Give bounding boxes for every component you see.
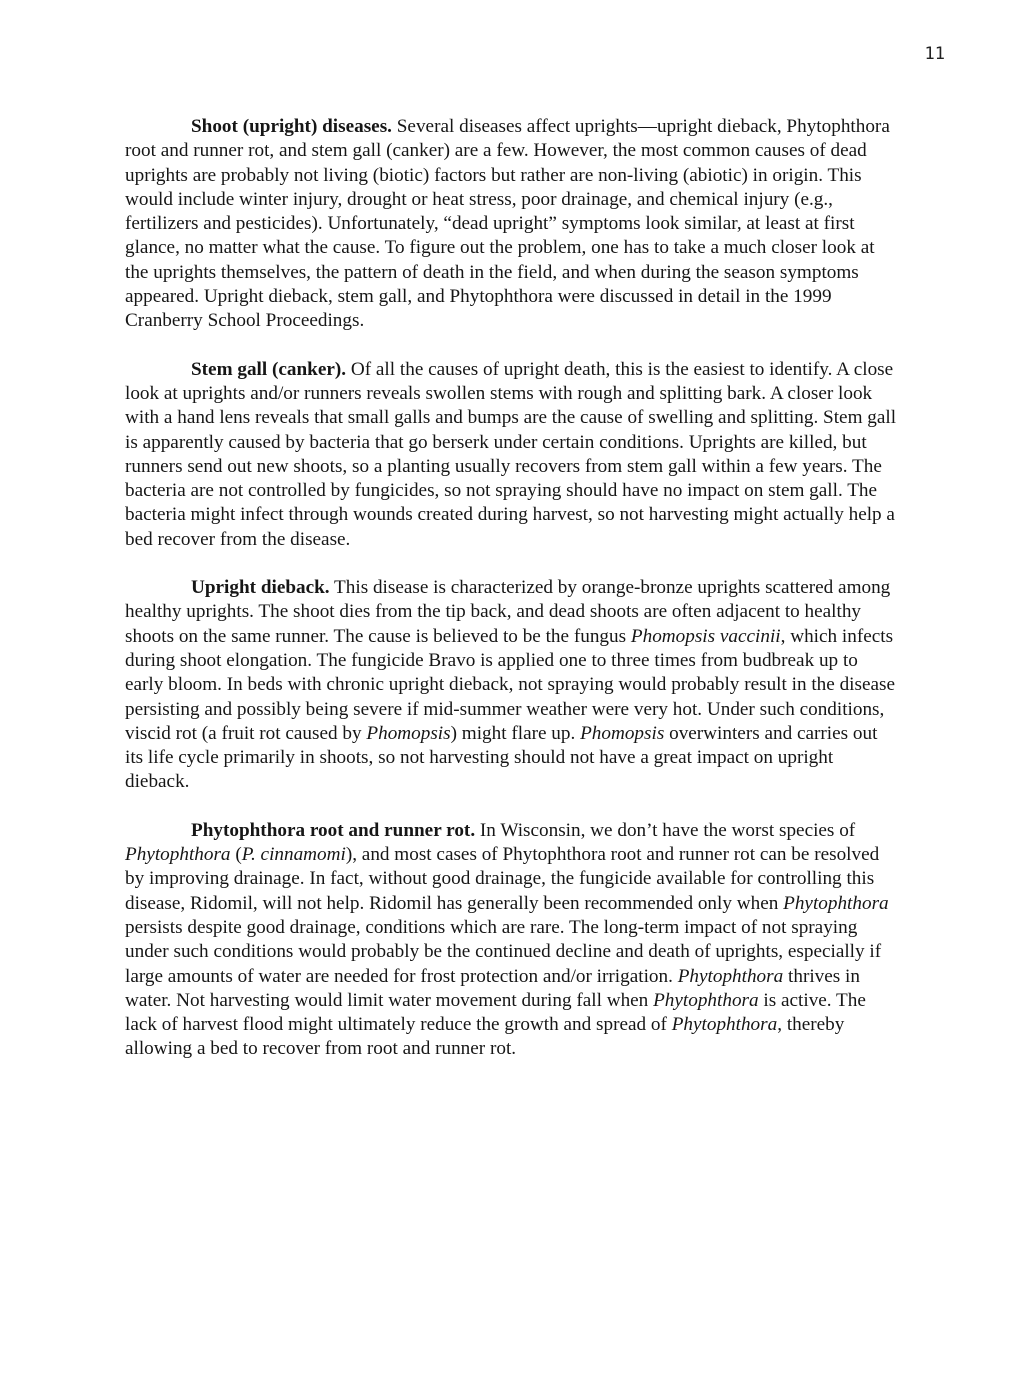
paragraph-shoot-diseases	[125, 115, 897, 334]
body-text: , which infects during shoot elongation. The fungicide Bravo is applied one to three times from budbreak up to early bloom. In beds with chronic upright dieback, not spraying would probably result in the disease persisting and possibly being severe if mid-summer weather were very hot. Under such conditions, viscid rot (a fruit rot caused by	[125, 625, 895, 744]
body-text: thrives in water. Not harvesting would limit water movement during fall when	[125, 965, 860, 1011]
italic-text: Phytophthora	[653, 989, 759, 1011]
italic-text: Phytophthora	[125, 844, 231, 866]
paragraph-phytophthora	[125, 819, 897, 1062]
italic-text: Phytophthora	[783, 892, 889, 914]
italic-text: P. cinnamomi	[241, 844, 346, 866]
section-heading: Upright dieback.	[191, 577, 330, 599]
body-text: persists despite good drainage, conditions which are rare. The long-term impact of not spraying under such conditions would probably be the continued decline and death of uprights, especially if large amounts of water are needed for frost protection and/or irrigation.	[125, 916, 882, 987]
body-text: is active. The lack of harvest flood might ultimately reduce the growth and spread of	[125, 989, 866, 1036]
body-text: ) might flare up.	[450, 722, 581, 744]
body-text: (	[230, 844, 242, 866]
body-text: Of all the causes of upright death, this is the easiest to identify. A close look at uprights and/or runners reveals swollen stems with rough and splitting bark. A closer look with a hand lens reveals that small galls and bumps are the cause of swelling and splitting. Stem gall is apparently caused by bacteria that go berserk under certain conditions. Uprights are killed, but runners send out new shoots, so a planting usually recovers from stem gall within a few years. The bacteria are not controlled by fungicides, so not spraying should have no impact on stem gall. The bacteria might infect through wounds created during harvest, so not harvesting might actually help a bed recover from the disease.	[125, 358, 897, 550]
document-body	[125, 115, 897, 1086]
page-number: 11	[924, 44, 945, 64]
body-text: In Wisconsin, we don’t have the worst species of	[475, 819, 856, 841]
italic-text: Phomopsis	[366, 722, 451, 744]
paragraph-stem-gall	[125, 358, 897, 552]
body-text: This disease is characterized by orange-bronze uprights scattered among healthy uprights. The shoot dies from the tip back, and dead shoots are often adjacent to healthy shoots on the same runner. The cause is believed to be the fungus	[125, 577, 891, 647]
body-text: Several diseases affect uprights—upright dieback, Phytophthora root and runner rot, and stem gall (canker) are a few. However, the most common causes of dead uprights are probably not living (biotic) factors but rather are non-living (abiotic) in origin. This would include winter injury, drought or heat stress, poor drainage, and chemical injury (e.g., fertilizers and pesticides). Unfortunately, “dead upright” symptoms look similar, at least at first glance, no matter what the cause. To figure out the problem, one has to take a much closer look at the uprights themselves, the pattern of death in the field, and when during the season symptoms appeared. Upright dieback, stem gall, and Phytophthora were discussed in detail in the 1999 Cranberry School Proceedings.	[125, 116, 890, 332]
section-heading: Stem gall (canker).	[191, 358, 347, 380]
italic-text: Phytophthora	[677, 965, 784, 987]
italic-text: Phomopsis	[580, 722, 665, 744]
italic-text: Phytophthora	[671, 1014, 778, 1036]
section-heading: Phytophthora root and runner rot.	[191, 819, 476, 841]
body-text: , thereby allowing a bed to recover from root and runner rot.	[125, 1014, 845, 1060]
italic-text: Phomopsis vaccinii	[630, 625, 781, 647]
paragraph-upright-dieback	[125, 576, 897, 795]
body-text: overwinters and carries out its life cycle primarily in shoots, so not harvesting should not have a great impact on upright dieback.	[125, 722, 878, 793]
body-text: ), and most cases of Phytophthora root and runner rot can be resolved by improving drainage. In fact, without good drainage, the fungicide available for controlling this disease, Ridomil, will not help. Ridomil has generally been recommended only when	[125, 844, 880, 914]
section-heading: Shoot (upright) diseases.	[191, 116, 392, 137]
